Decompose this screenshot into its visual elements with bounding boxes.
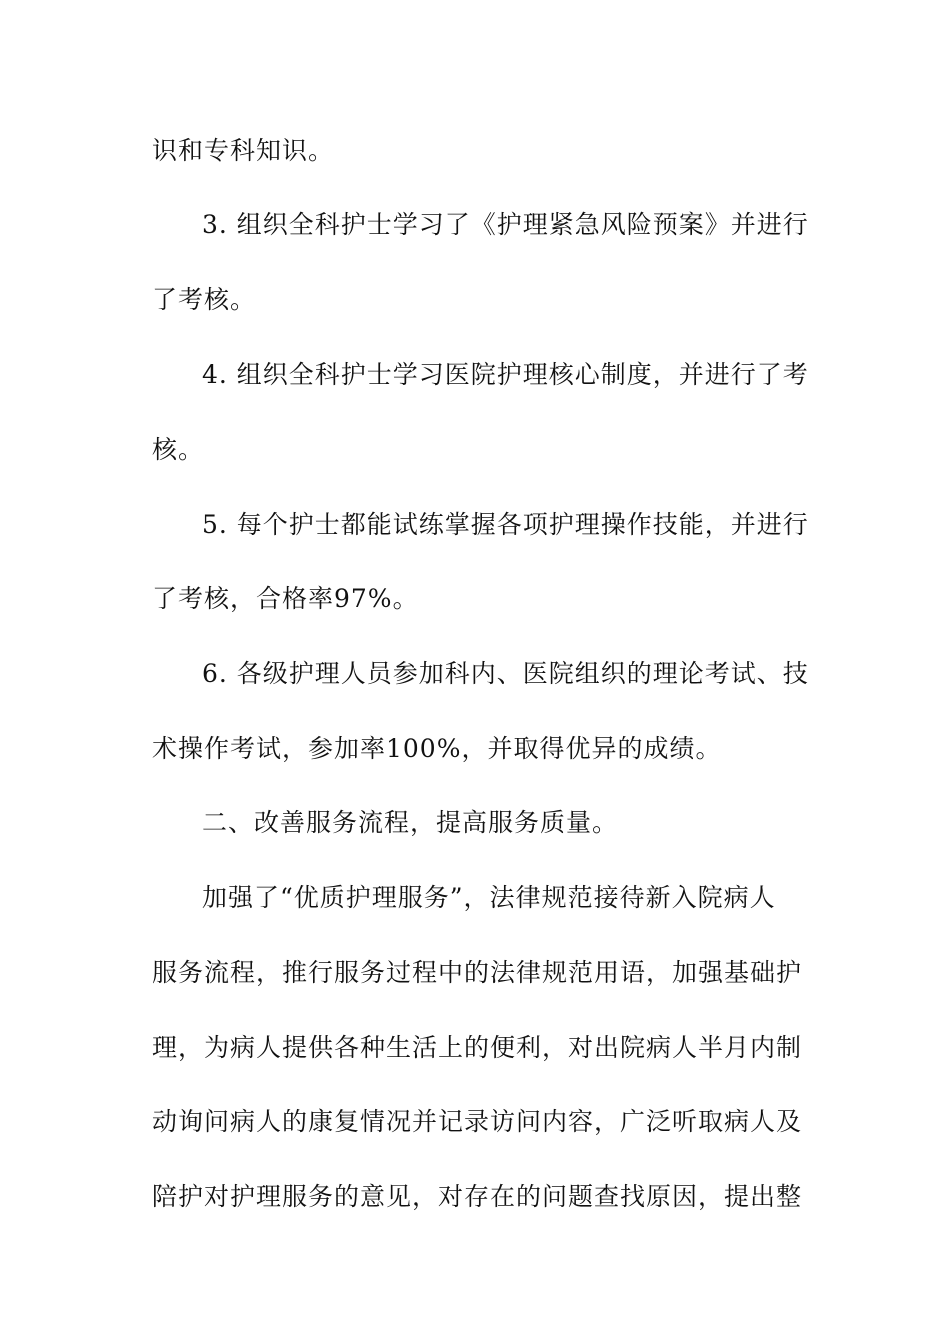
section-heading: 二、改善服务流程，提高服务质量。	[202, 808, 619, 837]
text-line: 加强了“优质护理服务”，法律规范接待新入院病人	[202, 883, 776, 912]
text-line: 了考核，合格率97%。	[152, 584, 419, 613]
text-line: 核。	[152, 435, 205, 464]
text-line: 服务流程，推行服务过程中的法律规范用语，加强基础护	[152, 958, 803, 987]
text-line: 识和专科知识。	[152, 136, 335, 165]
text-line: 陪护对护理服务的意见，对存在的问题查找原因，提出整	[152, 1182, 803, 1211]
text-line: 5. 每个护士都能试练掌握各项护理操作技能，并进行	[202, 510, 809, 539]
text-line: 理，为病人提供各种生活上的便利，对出院病人半月内制	[152, 1033, 803, 1062]
text-line: 术操作考试，参加率100%，并取得优异的成绩。	[152, 734, 722, 763]
text-line: 6. 各级护理人员参加科内、医院组织的理论考试、技	[202, 659, 809, 688]
text-line: 4. 组织全科护士学习医院护理核心制度，并进行了考	[202, 360, 809, 389]
text-line: 了考核。	[152, 285, 257, 314]
text-line: 动询问病人的康复情况并记录访问内容，广泛听取病人及	[152, 1107, 803, 1136]
text-line: 3. 组织全科护士学习了《护理紧急风险预案》并进行	[202, 210, 809, 239]
